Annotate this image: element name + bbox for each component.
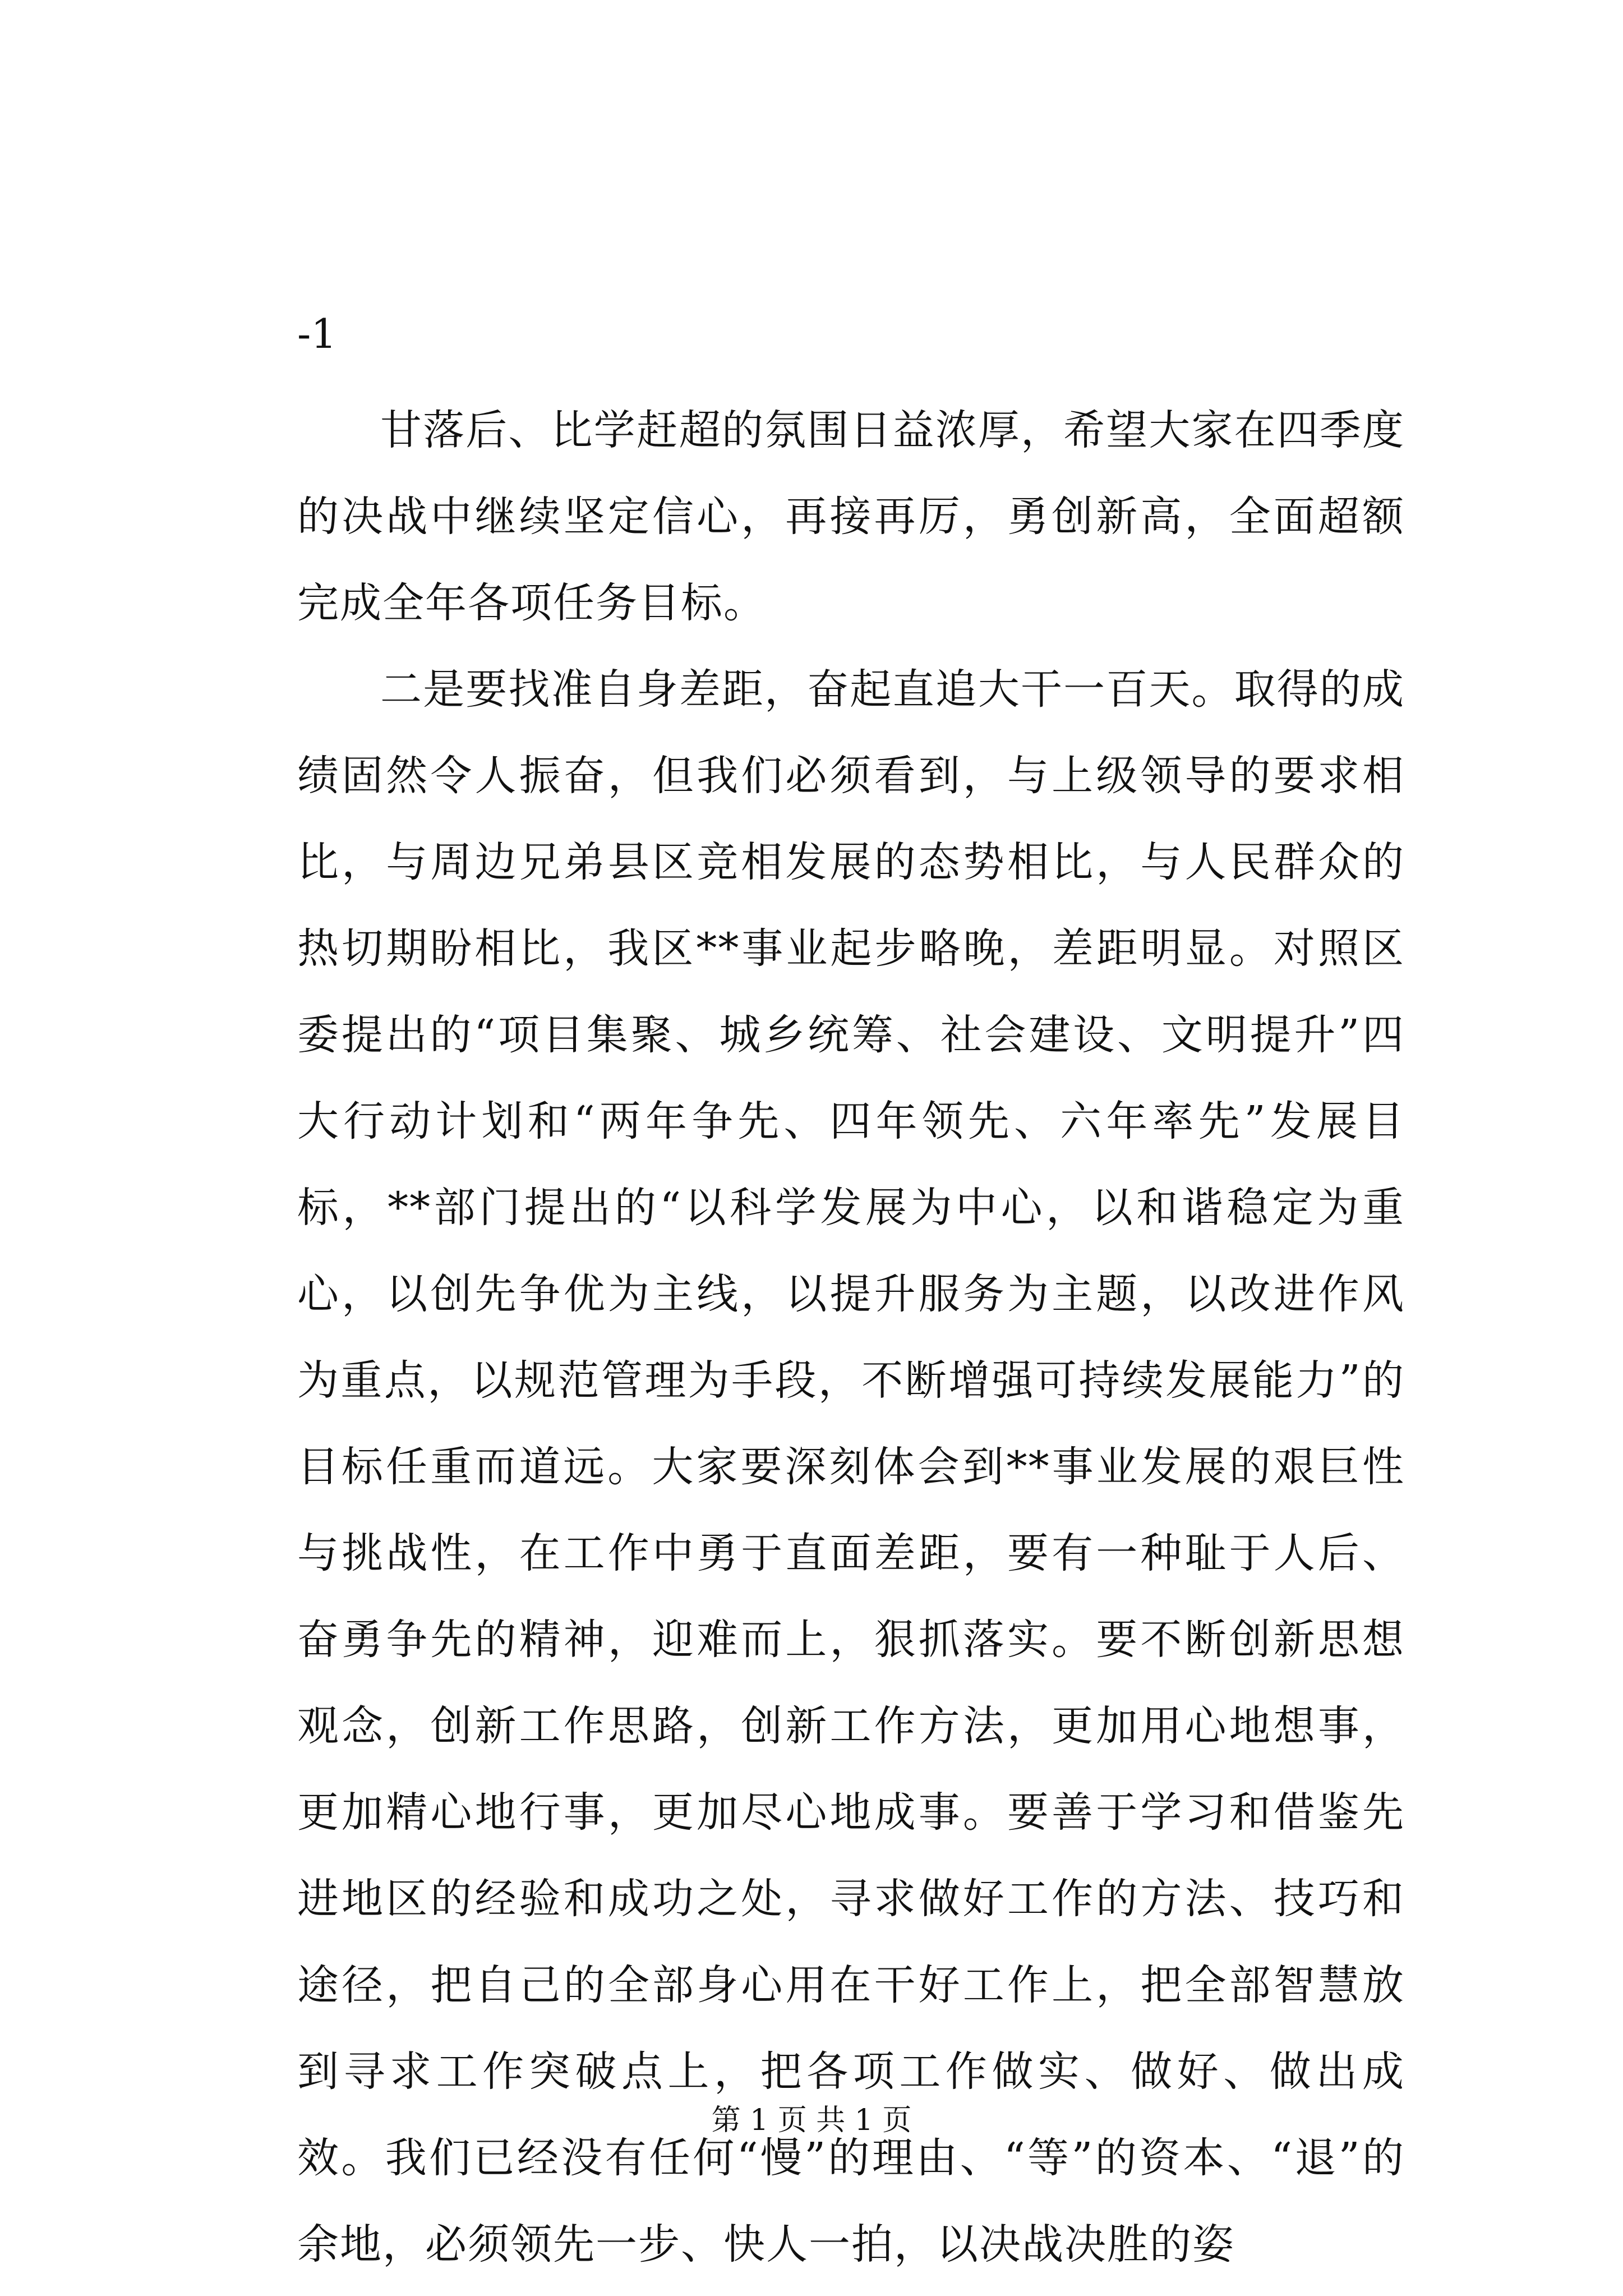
page-marker: -1 [297,310,337,357]
document-body [297,387,1405,2288]
paragraph-1: 甘落后、比学赶超的氛围日益浓厚，希望大家在四季度的决战中继续坚定信心，再接再厉，勇创新高，全面超额完成全年各项任务目标。 [297,406,1405,627]
paragraph-2: 二是要找准自身差距，奋起直追大干一百天。取得的成绩固然令人振奋，但我们必须看到，与上级领导的要求相比，与周边兄弟县区竞相发展的态势相比，与人民群众的热切期盼相比，我区**事业起步略晚，差距明显。对照区委提出的“项目集聚、城乡统筹、社会建设、文明提升”四大行动计划和“两年争先、四年领先、六年率先”发展目标，**部门提出的“以科学发展为中心，以和谐稳定为重心，以创先争优为主线，以提升服务为主题，以改进作风为重点，以规范管理为手段，不断增强可持续发展能力”的目标任重而道远。大家要深刻体会到**事业发展的艰巨性与挑战性，在工作中勇于直面差距，要有一种耻于人后、奋勇争先的精神，迎难而上，狠抓落实。要不断创新思想观念，创新工作思路，创新工作方法，更加用心地想事，更加精心地行事，更加尽心地成事。要善于学习和借鉴先进地区的经验和成功之处，寻求做好工作的方法、技巧和途径，把自己的全部身心用在干好工作上，把全部智慧放到寻求工作突破点上，把各项工作做实、做好、做出成效。我们已经没有任何“慢”的理由、“等”的资本、“退”的余地，必须领先一步、快人一拍，以决战决胜的姿 [297,665,1405,2269]
page-footer: 第 1 页 共 1 页 [711,2104,912,2137]
